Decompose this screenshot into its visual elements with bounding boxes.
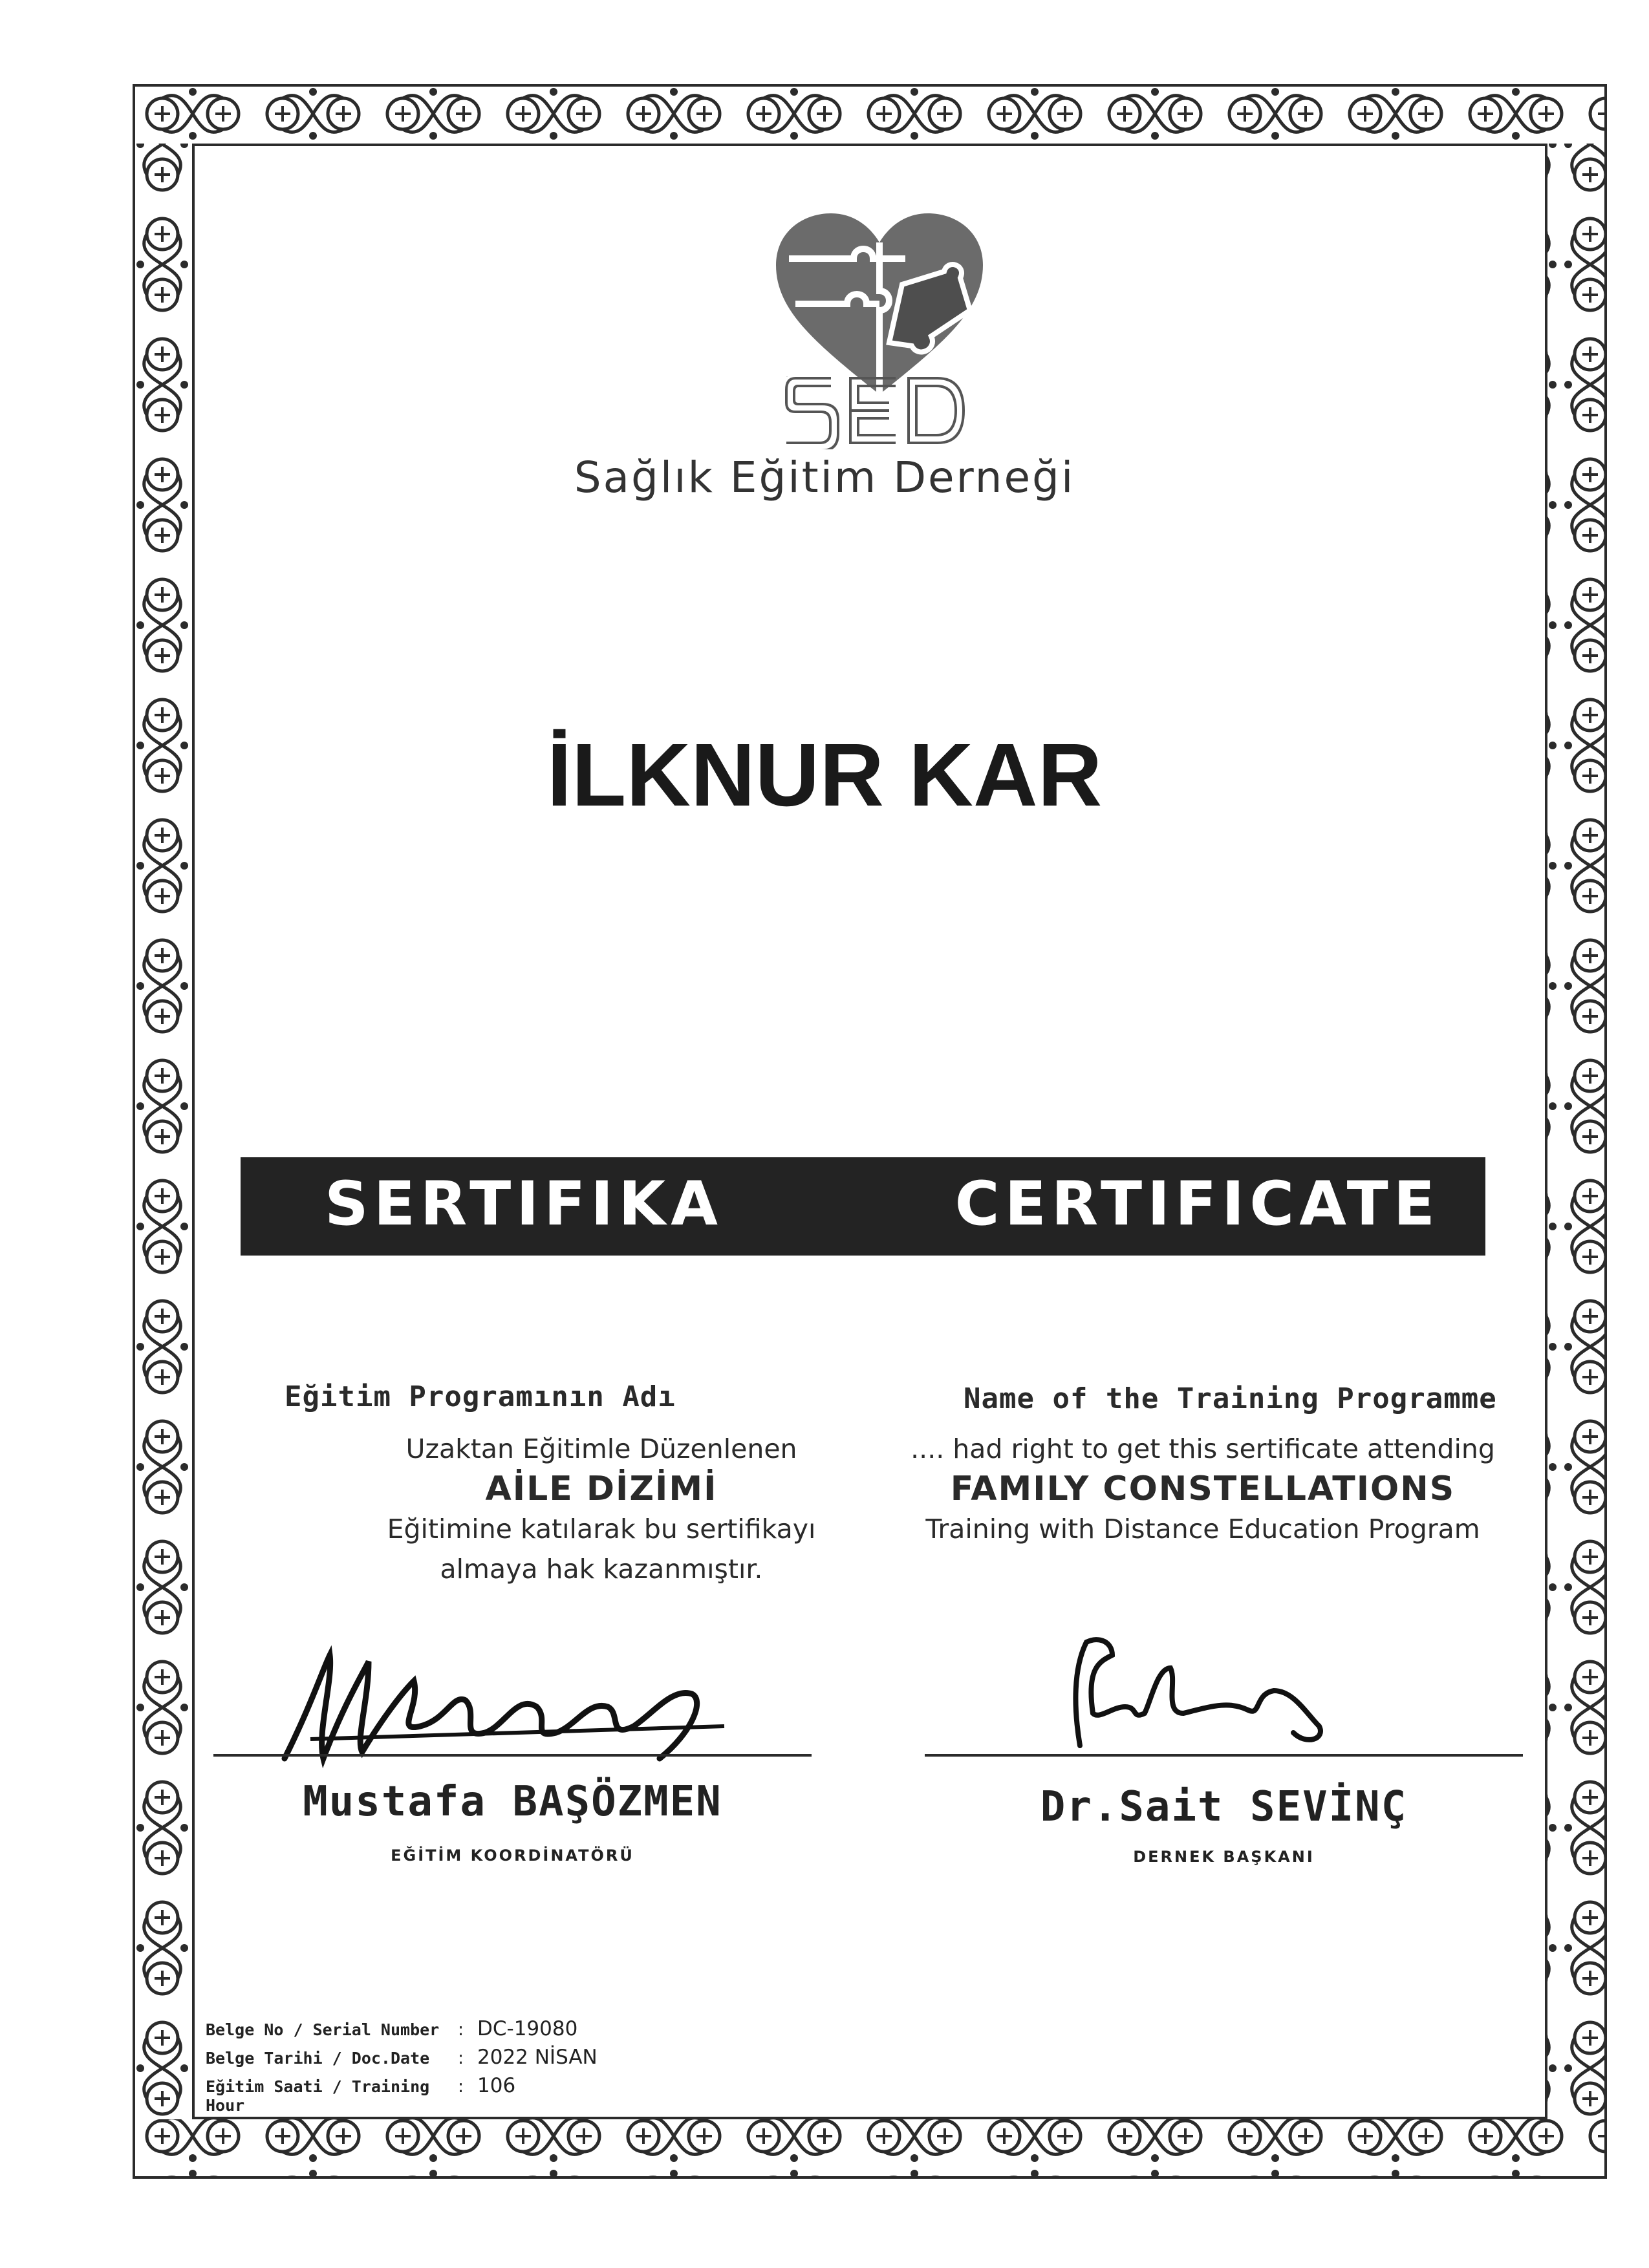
signatory-name-left: Mustafa BAŞÖZMEN — [303, 1778, 722, 1826]
separator-colon: : — [458, 2048, 464, 2068]
document-info-row — [206, 2017, 598, 2046]
signature-line-right — [925, 1754, 1523, 1757]
program-name-tr: AİLE DİZİMİ — [485, 1470, 718, 1508]
logo-acronym: SED — [786, 377, 788, 378]
program-name-en: FAMILY CONSTELLATIONS — [950, 1470, 1456, 1508]
training-hour-value: 106 — [477, 2074, 516, 2097]
program-description-en — [892, 1429, 1513, 1549]
signature-line-left — [213, 1754, 812, 1757]
program-en-line1: .... had right to get this sertificate attending — [911, 1433, 1495, 1464]
sed-wordmark-logo — [782, 372, 967, 449]
program-heading-en: Name of the Training Programme — [964, 1382, 1497, 1415]
doc-date-value: 2022 NİSAN — [477, 2046, 598, 2069]
document-info-row — [206, 2074, 598, 2115]
banner-title-tr: SERTIFIKA — [325, 1169, 723, 1239]
certificate-banner — [241, 1157, 1485, 1256]
doc-date-label: Belge Tarihi / Doc.Date — [206, 2049, 430, 2068]
recipient-name: İLKNUR KAR — [546, 725, 1103, 825]
document-info-row — [206, 2046, 598, 2074]
organization-name: Sağlık Eğitim Derneği — [574, 453, 1075, 502]
banner-title-en: CERTIFICATE — [954, 1169, 1440, 1239]
program-tr-line2: Eğitimine katılarak bu sertifikayı — [387, 1514, 816, 1545]
program-en-line2: Training with Distance Education Program — [925, 1514, 1480, 1545]
signatory-name-right: Dr.Sait SEVİNÇ — [1040, 1783, 1408, 1831]
program-description-tr — [278, 1429, 925, 1589]
training-hour-label: Eğitim Saati / Training Hour — [206, 2077, 430, 2115]
signatory-role-left: EĞİTİM KOORDİNATÖRÜ — [391, 1846, 634, 1865]
document-info — [206, 2017, 598, 2115]
signature-right — [1061, 1629, 1397, 1759]
program-heading-tr: Eğitim Programının Adı — [285, 1380, 676, 1413]
serial-number-label: Belge No / Serial Number — [206, 2020, 440, 2039]
separator-colon: : — [458, 2020, 464, 2040]
program-tr-line3: almaya hak kazanmıştır. — [440, 1554, 763, 1585]
serial-number-value: DC-19080 — [477, 2017, 578, 2040]
separator-colon: : — [458, 2077, 464, 2097]
signatory-role-right: DERNEK BAŞKANI — [1133, 1848, 1315, 1866]
program-tr-line1: Uzaktan Eğitimle Düzenlenen — [405, 1433, 797, 1464]
